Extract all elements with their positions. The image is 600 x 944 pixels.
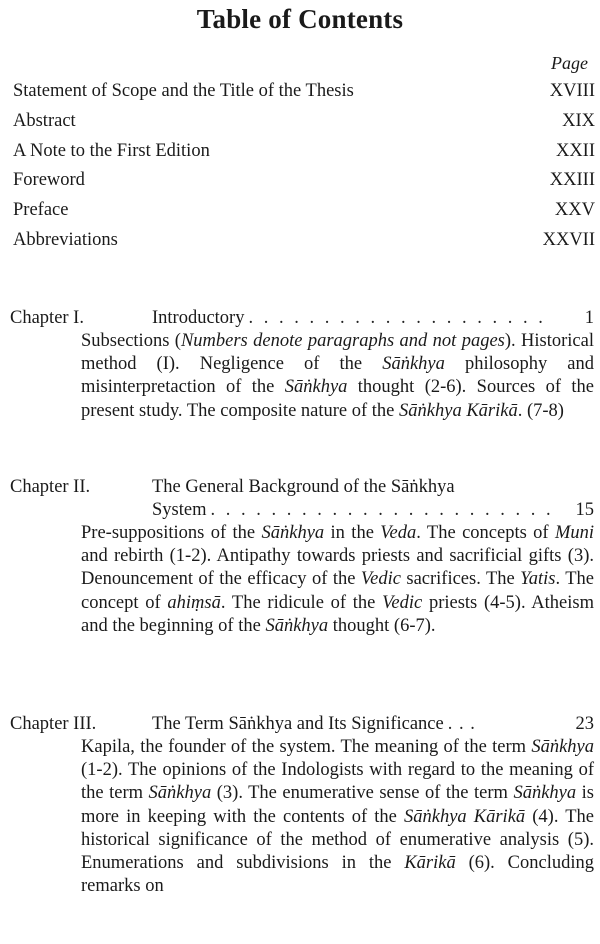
toc-entry[interactable] xyxy=(13,137,595,167)
chapter-title[interactable]: The General Background of the Sāṅkhya xyxy=(152,477,455,497)
chapter-subsections: Kapila, the founder of the system. The meaning of the term Sāṅkhya (1-2). The opinions of the Indologists with regard to the meaning of the term Sāṅkhya (3). The enumerative sense of the term Sāṅkhya is more in keeping with the contents of the Sāṅkhya Kārikā (4). The historical significance of the method of enumerative analysis (5). Enumerations and subdivisions in the Kārikā (6). Concluding remarks on xyxy=(81,737,594,897)
toc-entry-title: Statement of Scope and the Title of the Thesis xyxy=(13,81,354,101)
toc-entry[interactable] xyxy=(13,226,595,256)
page-title: Table of Contents xyxy=(196,4,404,34)
chapter-page: 1 xyxy=(584,308,594,328)
chapter-subsections: Pre-suppositions of the Sāṅkhya in the Veda. The concepts of Muni and rebirth (1-2). Antipathy towards priests and sacrificial gifts (3). Denouncement of the efficacy of the Vedic sacrifices. The Yatis. The concept of ahiṃsā. The ridicule of the Vedic priests (4-5). Atheism and the beginning of the Sāṅkhya thought (6-7). xyxy=(81,523,595,636)
toc-entry-title: Abbreviations xyxy=(13,229,118,250)
chapter-label: Chapter III. xyxy=(10,714,97,734)
toc-entry-title: A Note to the First Edition xyxy=(13,140,210,161)
dot-leader: . . . . . . . . . . . . . . . . . . . . . . . xyxy=(210,500,554,520)
toc-entry-page: XIX xyxy=(562,110,595,131)
chapter-title[interactable]: The Term Sāṅkhya and Its Significance xyxy=(152,714,444,734)
page-column-label: Page xyxy=(551,53,588,73)
front-matter-list xyxy=(13,77,595,256)
chapter-title-continued[interactable]: System xyxy=(152,500,207,520)
dot-leader: . . . . . . . . . . . . . . . . . . . . xyxy=(248,308,546,328)
chapter-page: 23 xyxy=(575,714,594,734)
chapter-title[interactable]: Introductory xyxy=(152,308,245,328)
chapter-page: 15 xyxy=(575,500,594,520)
dot-leader: . . . xyxy=(447,714,476,734)
toc-entry-title: Preface xyxy=(13,200,69,221)
toc-entry-title: Abstract xyxy=(13,110,76,131)
chapter-label: Chapter II. xyxy=(10,477,91,497)
toc-entry-page: XXIII xyxy=(549,170,595,191)
toc-entry[interactable] xyxy=(13,166,595,196)
toc-entry-page: XVIII xyxy=(549,81,595,101)
toc-entry-page: XXII xyxy=(555,140,595,161)
toc-entry[interactable] xyxy=(13,77,595,107)
toc-entry[interactable] xyxy=(13,196,595,226)
toc-entry-page: XXVII xyxy=(542,229,595,250)
chapter-entry xyxy=(10,307,594,423)
toc-entry-page: XXV xyxy=(554,200,595,221)
chapter-entry xyxy=(10,713,594,898)
chapter-entry xyxy=(10,476,594,638)
chapter-label: Chapter I. xyxy=(10,308,84,328)
toc-entry-title: Foreword xyxy=(13,170,85,191)
toc-entry[interactable] xyxy=(13,107,595,137)
chapter-subsections: Subsections (Numbers denote paragraphs and not pages). Historical method (I). Negligence of the Sāṅkhya philosophy and misinterpretaction of the Sāṅkhya thought (2-6). Sources of the present study. The composite nature of the Sāṅkhya Kārikā. (7-8) xyxy=(81,331,594,421)
